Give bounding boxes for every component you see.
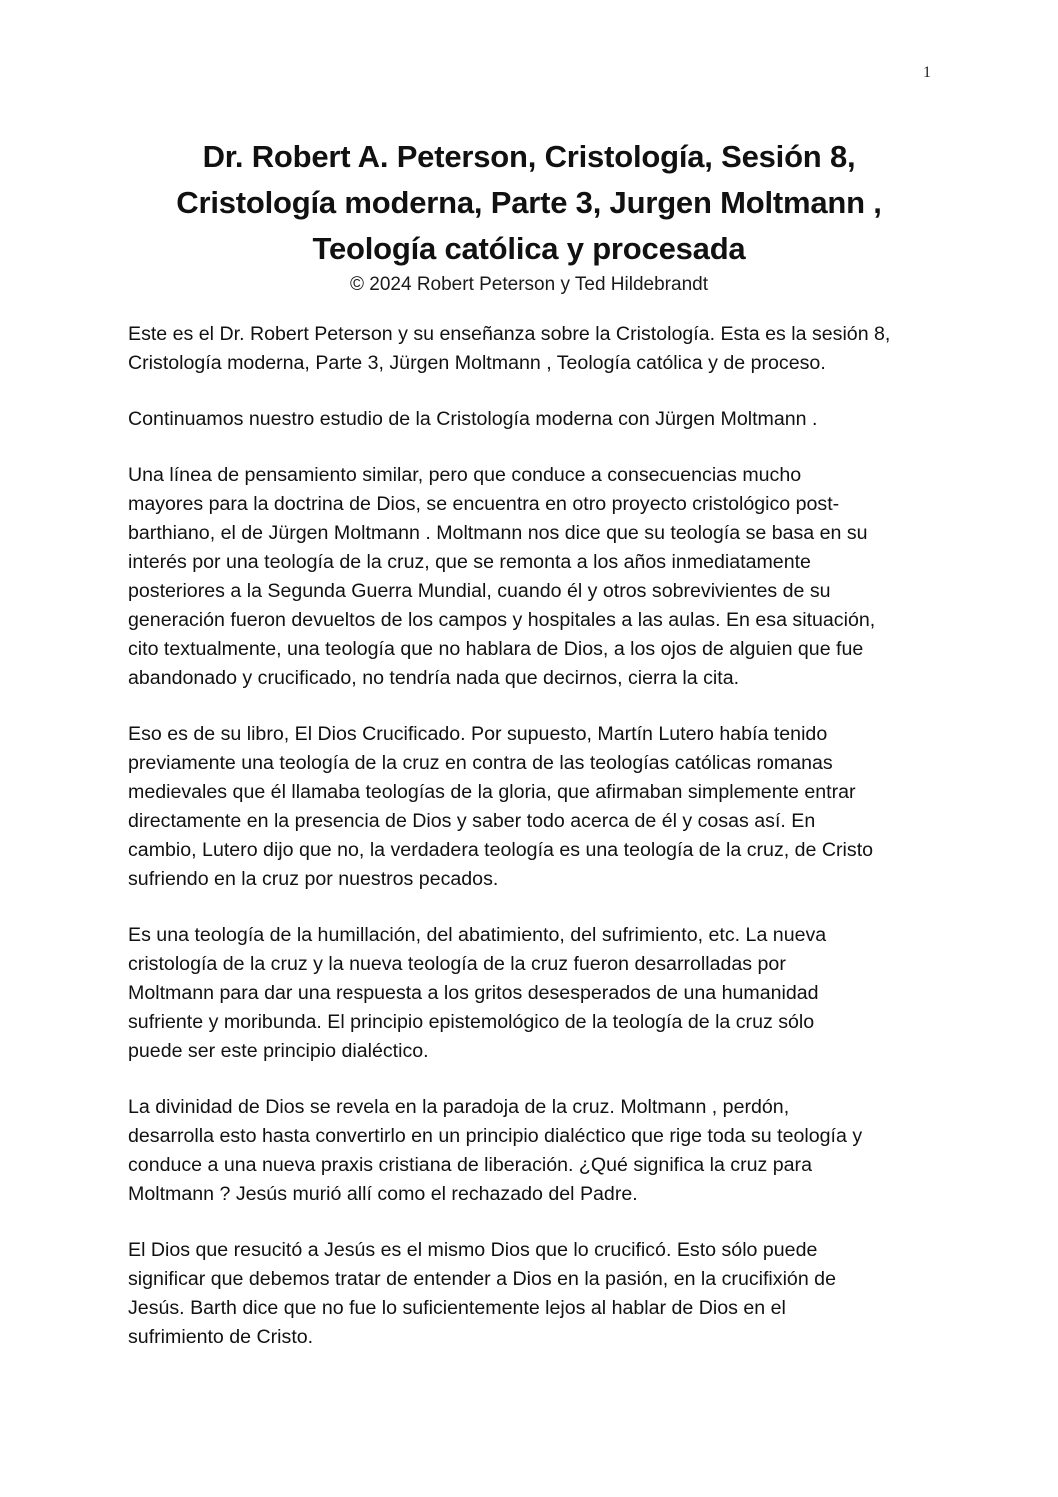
text-line: previamente una teología de la cruz en contra de las teologías católicas romanas — [128, 752, 833, 774]
text-line: Eso es de su libro, El Dios Crucificado. Por supuesto, Martín Lutero había tenido — [128, 723, 828, 745]
text-line: posteriores a la Segunda Guerra Mundial, cuando él y otros sobrevivientes de su — [128, 580, 831, 602]
text-line: Continuamos nuestro estudio de la Cristología moderna con Jürgen Moltmann . — [128, 408, 818, 430]
paragraph-intro — [128, 320, 940, 378]
text-line: sufrimiento de Cristo. — [128, 1326, 314, 1348]
text-line: La divinidad de Dios se revela en la paradoja de la cruz. Moltmann , perdón, — [128, 1096, 790, 1118]
text-line: Moltmann ? Jesús murió allí como el rechazado del Padre. — [128, 1183, 638, 1205]
text-line: Jesús. Barth dice que no fue lo suficientemente lejos al hablar de Dios en el — [128, 1297, 786, 1319]
text-line: puede ser este principio dialéctico. — [128, 1040, 429, 1062]
text-line: medievales que él llamaba teologías de la gloria, que afirmaban simplemente entrar — [128, 781, 856, 803]
paragraph-moltmann-background — [128, 461, 940, 693]
text-line: directamente en la presencia de Dios y saber todo acerca de él y cosas así. En — [128, 810, 816, 832]
paragraph-god-who-raised-jesus — [128, 1236, 940, 1352]
text-line: Una línea de pensamiento similar, pero que conduce a consecuencias mucho — [128, 464, 802, 486]
document-title-line-2: Cristología moderna, Parte 3, Jurgen Moltmann , — [176, 185, 882, 220]
text-line: desarrolla esto hasta convertirlo en un principio dialéctico que rige toda su teología y — [128, 1125, 863, 1147]
document-title-line-1: Dr. Robert A. Peterson, Cristología, Sesión 8, — [202, 139, 856, 174]
text-line: cambio, Lutero dijo que no, la verdadera teología es una teología de la cruz, de Cristo — [128, 839, 874, 861]
text-line: interés por una teología de la cruz, que se remonta a los años inmediatamente — [128, 551, 811, 573]
text-line: abandonado y crucificado, no tendría nada que decirnos, cierra la cita. — [128, 667, 740, 689]
text-line: Es una teología de la humillación, del abatimiento, del sufrimiento, etc. La nueva — [128, 924, 827, 946]
text-line: Cristología moderna, Parte 3, Jürgen Moltmann , Teología católica y de proceso. — [128, 352, 826, 374]
text-line: cristología de la cruz y la nueva teología de la cruz fueron desarrolladas por — [128, 953, 786, 975]
document-header — [80, 134, 978, 298]
page-number: 1 — [923, 64, 931, 81]
text-line: significar que debemos tratar de entender a Dios en la pasión, en la crucifixión de — [128, 1268, 836, 1290]
text-line: mayores para la doctrina de Dios, se encuentra en otro proyecto cristológico post- — [128, 493, 840, 515]
text-line: conduce a una nueva praxis cristiana de liberación. ¿Qué significa la cruz para — [128, 1154, 812, 1176]
text-line: El Dios que resucitó a Jesús es el mismo Dios que lo crucificó. Esto sólo puede — [128, 1239, 818, 1261]
text-line: cito textualmente, una teología que no hablara de Dios, a los ojos de alguien que fue — [128, 638, 864, 660]
text-line: Moltmann para dar una respuesta a los gritos desesperados de una humanidad — [128, 982, 819, 1004]
copyright-notice: © 2024 Robert Peterson y Ted Hildebrandt — [350, 274, 708, 295]
text-line: barthiano, el de Jürgen Moltmann . Moltmann nos dice que su teología se basa en su — [128, 522, 868, 544]
document-body — [128, 320, 940, 1379]
text-line: sufriente y moribunda. El principio epistemológico de la teología de la cruz sólo — [128, 1011, 815, 1033]
paragraph-crucified-god — [128, 720, 940, 894]
text-line: Este es el Dr. Robert Peterson y su enseñanza sobre la Cristología. Esta es la sesión 8, — [128, 323, 891, 345]
paragraph-divinity-paradox — [128, 1093, 940, 1209]
text-line: generación fueron devueltos de los campos y hospitales a las aulas. En esa situación, — [128, 609, 876, 631]
document-title-line-3: Teología católica y procesada — [312, 231, 746, 266]
paragraph-continue — [128, 405, 940, 434]
paragraph-theology-of-humiliation — [128, 921, 940, 1066]
text-line: sufriendo en la cruz por nuestros pecados. — [128, 868, 499, 890]
